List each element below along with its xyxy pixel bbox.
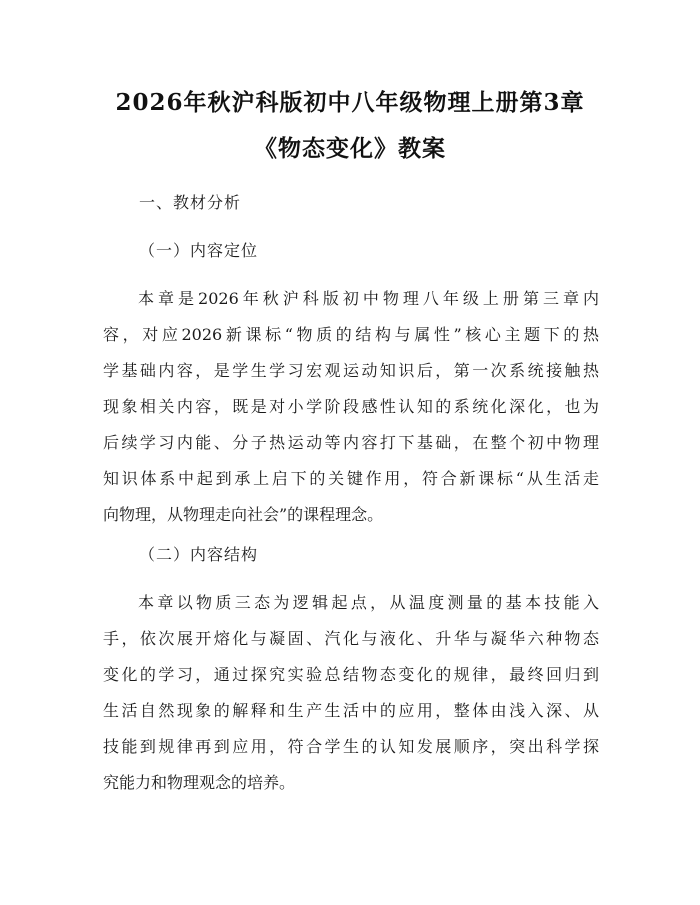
- paragraph-line: 现象相关内容，既是对小学阶段感性认知的系统化深化，也为: [103, 397, 599, 416]
- paragraph-line: 后续学习内能、分子热运动等内容打下基础，在整个初中物理: [103, 433, 599, 452]
- subsection-heading-content-structure: （二）内容结构: [139, 545, 259, 564]
- paragraph-line: 本章是2026年秋沪科版初中物理八年级上册第三章内: [138, 289, 599, 308]
- paragraph-line: 究能力和物理观念的培养。: [103, 773, 296, 792]
- subsection-heading-content-positioning: （一）内容定位: [139, 241, 259, 260]
- paragraph-line: 容，对应2026新课标“物质的结构与属性”核心主题下的热: [103, 325, 599, 344]
- paragraph-content-structure: [103, 585, 599, 801]
- section-heading-textbook-analysis: 一、教材分析: [139, 193, 242, 212]
- paragraph-line: 向物理，从物理走向社会”的课程理念。: [103, 505, 384, 524]
- paragraph-line: 手，依次展开熔化与凝固、汽化与液化、升华与凝华六种物态: [103, 629, 599, 648]
- document-title-line-1: 2026年秋沪科版初中八年级物理上册第3章: [115, 89, 585, 116]
- paragraph-line: 技能到规律再到应用，符合学生的认知发展顺序，突出科学探: [103, 737, 599, 756]
- paragraph-line: 生活自然现象的解释和生产生活中的应用，整体由浅入深、从: [103, 701, 599, 720]
- paragraph-line: 知识体系中起到承上启下的关键作用，符合新课标“从生活走: [103, 469, 599, 488]
- paragraph-line: 本章以物质三态为逻辑起点，从温度测量的基本技能入: [138, 593, 599, 612]
- paragraph-line: 变化的学习，通过探究实验总结物态变化的规律，最终回归到: [103, 665, 599, 684]
- document-title-line-2: 《物态变化》教案: [254, 135, 446, 162]
- paragraph-line: 学基础内容，是学生学习宏观运动知识后，第一次系统接触热: [103, 361, 599, 380]
- paragraph-content-positioning: [103, 281, 599, 533]
